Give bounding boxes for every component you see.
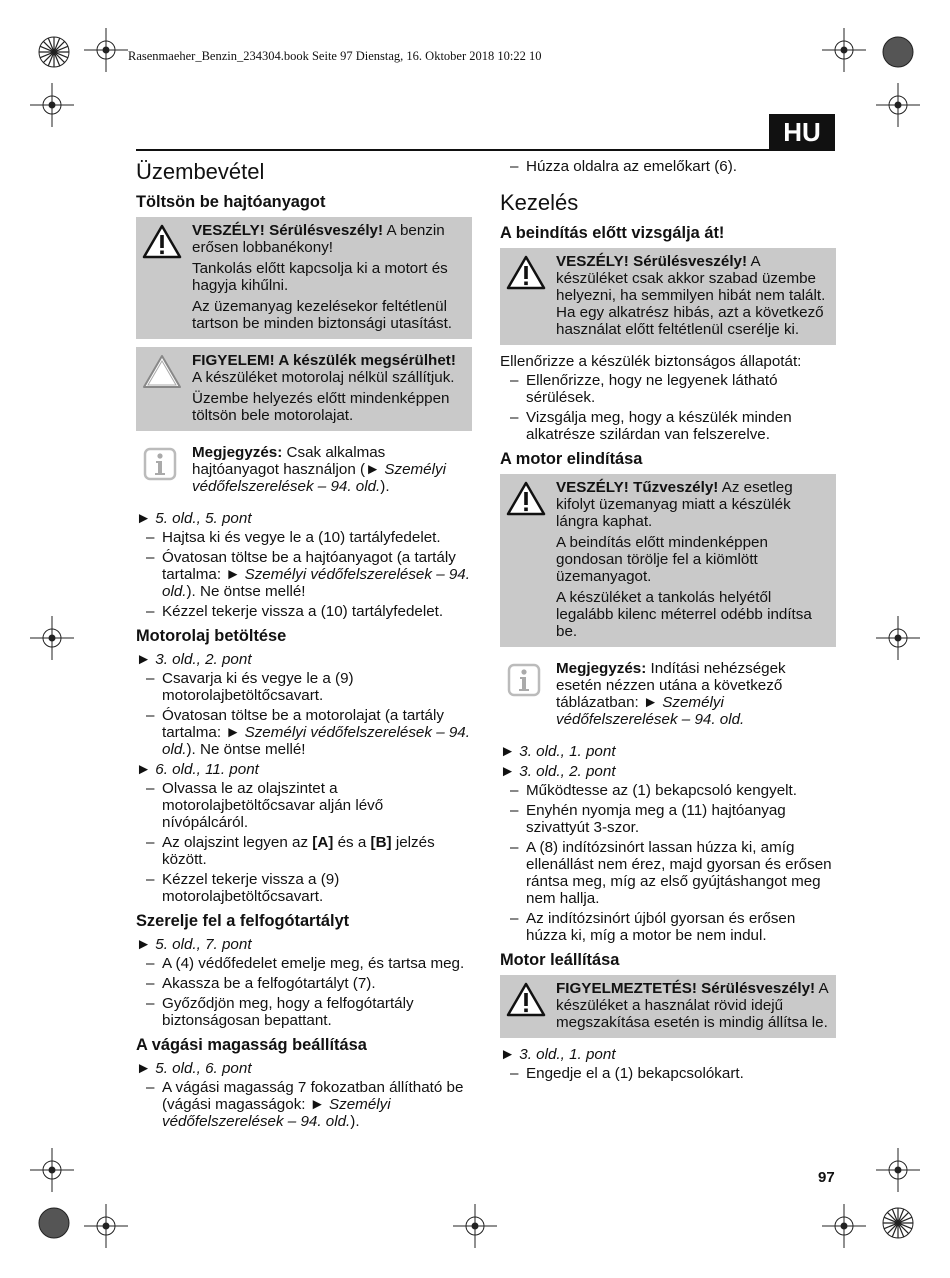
page-reference — [500, 743, 836, 760]
list-item: – Hajtsa ki és vegye le a (10) tartályfedelet. — [136, 529, 472, 546]
crosshair-mark-icon — [822, 28, 866, 72]
danger-text: A beindítás előtt mindenképpen gondosan törölje fel a kiömlött üzemanyagot. — [556, 534, 768, 585]
danger-text: Az esetleg kifolyt üzemanyag miatt a készülék lángra kaphat. — [556, 479, 793, 530]
list-item: – A (8) indítózsinórt lassan húzza ki, amíg ellenállást nem érez, majd gyorsan és erősen rántsa meg, míg az első gyújtáshangot meg nem hallja. — [500, 839, 836, 907]
step-text: Óvatosan töltse be a motorolajat (a tartály tartalma: — [162, 707, 444, 741]
danger-text: Az üzemanyag kezelésekor feltétlenül tartson be minden biztonsági utasítást. — [192, 298, 453, 332]
list-item: – Húzza oldalra az emelőkart (6). — [500, 158, 836, 175]
arrow-icon: ► — [136, 936, 152, 953]
info-icon — [506, 662, 542, 698]
caution-box — [136, 347, 472, 431]
crosshair-mark-icon — [876, 1148, 920, 1192]
list-item: – Enyhén nyomja meg a (11) hajtóanyag szivattyút 3-szor. — [500, 802, 836, 836]
note-label: Megjegyzés: — [192, 444, 283, 461]
registration-mark-icon — [36, 34, 72, 70]
arrow-icon: ► — [136, 510, 152, 527]
note-text: Indítási nehézségek esetén nézzen utána a következő táblázatban: — [556, 660, 786, 711]
danger-text: A készüléket a tankolás helyétől legalább kilenc méterrel odébb indítsa be. — [556, 589, 812, 640]
cross-reference: Személyi védőfelszerelések – 94. old. — [192, 461, 446, 495]
warning-text: A készüléket a használat rövid idejű megszakítása esetén is mindig állítsa le. — [556, 980, 828, 1031]
page-reference-text: 5. old., 5. pont — [155, 510, 252, 527]
page-reference-text: 3. old., 2. pont — [155, 651, 252, 668]
list-item — [136, 1079, 472, 1130]
registration-mark-icon — [880, 1205, 916, 1241]
warning-label: FIGYELMEZTETÉS! Sérülésveszély! — [556, 980, 816, 997]
page-reference-text: 6. old., 11. pont — [155, 761, 259, 778]
crosshair-mark-icon — [453, 1204, 497, 1248]
list-item: – Olvassa le az olajszintet a motorolajbetöltőcsavar alján lévő nívópálcáról. — [136, 780, 472, 831]
page-reference-text: 3. old., 1. pont — [519, 743, 616, 760]
danger-label: VESZÉLY! Sérülésveszély! — [556, 253, 748, 270]
body-text: Ellenőrizze a készülék biztonságos állapotát: — [500, 353, 802, 370]
subheading: Motorolaj betöltése — [136, 627, 287, 645]
step-text: A vágási magasság 7 fokozatban állítható be (vágási magasságok: — [162, 1079, 464, 1113]
crosshair-mark-icon — [876, 616, 920, 660]
marker-label: [B] — [370, 834, 392, 851]
step-text: ). — [350, 1113, 360, 1130]
note-box — [136, 439, 472, 502]
step-text: Óvatosan töltse be a hajtóanyagot (a tartály tartalma: — [162, 549, 456, 583]
arrow-icon: ► — [309, 1096, 325, 1113]
language-badge: HU — [769, 114, 835, 150]
registration-mark-icon — [880, 34, 916, 70]
page-reference — [136, 1060, 472, 1077]
note-box — [500, 655, 836, 735]
cross-reference: Személyi védőfelszerelések – 94. old. — [162, 566, 470, 600]
step-list — [500, 372, 836, 443]
step-list — [500, 158, 836, 175]
registration-mark-icon — [36, 1205, 72, 1241]
danger-box — [136, 217, 472, 339]
note-label: Megjegyzés: — [556, 660, 647, 677]
crosshair-mark-icon — [822, 1204, 866, 1248]
step-text: és a — [333, 834, 371, 851]
marker-label: [A] — [312, 834, 334, 851]
crosshair-mark-icon — [30, 83, 74, 127]
caution-text: Üzembe helyezés előtt mindenképpen töltsön bele motorolajat. — [192, 390, 450, 424]
list-item — [136, 549, 472, 600]
crosshair-mark-icon — [84, 28, 128, 72]
subheading: A vágási magasság beállítása — [136, 1036, 367, 1054]
list-item: – Kézzel tekerje vissza a (9) motorolajbetöltőcsavart. — [136, 871, 472, 905]
section-title: Kezelés — [500, 190, 579, 215]
page-number: 97 — [818, 1169, 835, 1186]
step-list — [136, 529, 472, 620]
list-item — [136, 834, 472, 868]
step-text: ). Ne öntse mellé! — [186, 583, 306, 600]
note-text: ). — [380, 478, 390, 495]
list-item — [136, 707, 472, 758]
step-list — [500, 1065, 836, 1082]
danger-box — [500, 474, 836, 647]
arrow-icon: ► — [136, 1060, 152, 1077]
danger-text: A benzin erősen lobbanékony! — [192, 222, 445, 256]
warning-box — [500, 975, 836, 1038]
subheading: Töltsön be hajtóanyagot — [136, 193, 326, 211]
arrow-icon: ► — [642, 694, 659, 711]
danger-text: A készüléket csak akkor szabad üzembe helyezni, ha semmilyen hibát nem talált. Ha egy alkatrész hibás, azt a következő használat előtt feltétlenül cserélje ki. — [556, 253, 826, 338]
page-reference-text: 5. old., 6. pont — [155, 1060, 252, 1077]
section-title: Üzembevétel — [136, 159, 265, 184]
list-item: – Akassza be a felfogótartályt (7). — [136, 975, 472, 992]
caution-triangle-icon — [142, 354, 182, 390]
page-reference — [500, 763, 836, 780]
left-column — [136, 152, 472, 1133]
subheading: Motor leállítása — [500, 951, 620, 969]
arrow-icon: ► — [225, 724, 241, 741]
crosshair-mark-icon — [30, 616, 74, 660]
step-list — [136, 1079, 472, 1130]
arrow-icon: ► — [500, 763, 516, 780]
page-reference — [136, 936, 472, 953]
list-item: – A (4) védőfedelet emelje meg, és tartsa meg. — [136, 955, 472, 972]
page-reference — [500, 1046, 836, 1063]
warning-triangle-icon — [506, 481, 546, 517]
danger-label: VESZÉLY! Sérülésveszély! — [192, 222, 384, 239]
arrow-icon: ► — [136, 651, 152, 668]
step-text: ). Ne öntse mellé! — [186, 741, 306, 758]
warning-triangle-icon — [506, 255, 546, 291]
page-reference — [136, 761, 472, 778]
subheading: Szerelje fel a felfogótartályt — [136, 912, 350, 930]
warning-triangle-icon — [506, 982, 546, 1018]
arrow-icon: ► — [365, 461, 381, 478]
list-item: – Engedje el a (1) bekapcsolókart. — [500, 1065, 836, 1082]
arrow-icon: ► — [500, 743, 516, 760]
danger-box — [500, 248, 836, 345]
caution-text: A készüléket motorolaj nélkül szállítjuk. — [192, 369, 455, 386]
arrow-icon: ► — [225, 566, 241, 583]
arrow-icon: ► — [500, 1046, 516, 1063]
note-text: Csak alkalmas hajtóanyagot használjon ( — [192, 444, 386, 478]
crosshair-mark-icon — [84, 1204, 128, 1248]
list-item: – Működtesse az (1) bekapcsoló kengyelt. — [500, 782, 836, 799]
step-text: Az olajszint legyen az — [162, 834, 313, 851]
warning-triangle-icon — [142, 224, 182, 260]
arrow-icon: ► — [136, 761, 152, 778]
step-list — [136, 780, 472, 905]
page-reference — [136, 651, 472, 668]
top-rule — [136, 149, 835, 151]
list-item: – Győződjön meg, hogy a felfogótartály biztonságosan bepattant. — [136, 995, 472, 1029]
subheading: A beindítás előtt vizsgálja át! — [500, 224, 725, 242]
step-text: jelzés között. — [162, 834, 435, 868]
page-reference-text: 3. old., 2. pont — [519, 763, 616, 780]
info-icon — [142, 446, 178, 482]
caution-label: FIGYELEM! A készülék megsérülhet! — [192, 352, 456, 369]
crosshair-mark-icon — [30, 1148, 74, 1192]
step-list — [136, 670, 472, 758]
cross-reference: Személyi védőfelszerelések – 94. old. — [556, 694, 745, 728]
cross-reference: Személyi védőfelszerelések – 94. old. — [162, 724, 470, 758]
page-reference-text: 3. old., 1. pont — [519, 1046, 616, 1063]
cross-reference: Személyi védőfelszerelések – 94. old. — [162, 1096, 391, 1130]
right-column — [500, 152, 836, 1085]
list-item: – Az indítózsinórt újból gyorsan és erősen húzza ki, míg a motor be nem indul. — [500, 910, 836, 944]
step-list — [500, 782, 836, 944]
list-item: – Csavarja ki és vegye le a (9) motorolajbetöltőcsavart. — [136, 670, 472, 704]
page-reference-text: 5. old., 7. pont — [155, 936, 252, 953]
print-header: Rasenmaeher_Benzin_234304.book Seite 97 Dienstag, 16. Oktober 2018 10:22 10 — [128, 49, 542, 63]
list-item: – Vizsgálja meg, hogy a készülék minden alkatrésze szilárdan van felszerelve. — [500, 409, 836, 443]
crosshair-mark-icon — [876, 83, 920, 127]
list-item: – Ellenőrizze, hogy ne legyenek látható sérülések. — [500, 372, 836, 406]
subheading: A motor elindítása — [500, 450, 643, 468]
list-item: – Kézzel tekerje vissza a (10) tartályfedelet. — [136, 603, 472, 620]
danger-label: VESZÉLY! Tűzveszély! — [556, 479, 719, 496]
danger-text: Tankolás előtt kapcsolja ki a motort és hagyja kihűlni. — [192, 260, 448, 294]
step-list — [136, 955, 472, 1029]
page-reference — [136, 510, 472, 527]
